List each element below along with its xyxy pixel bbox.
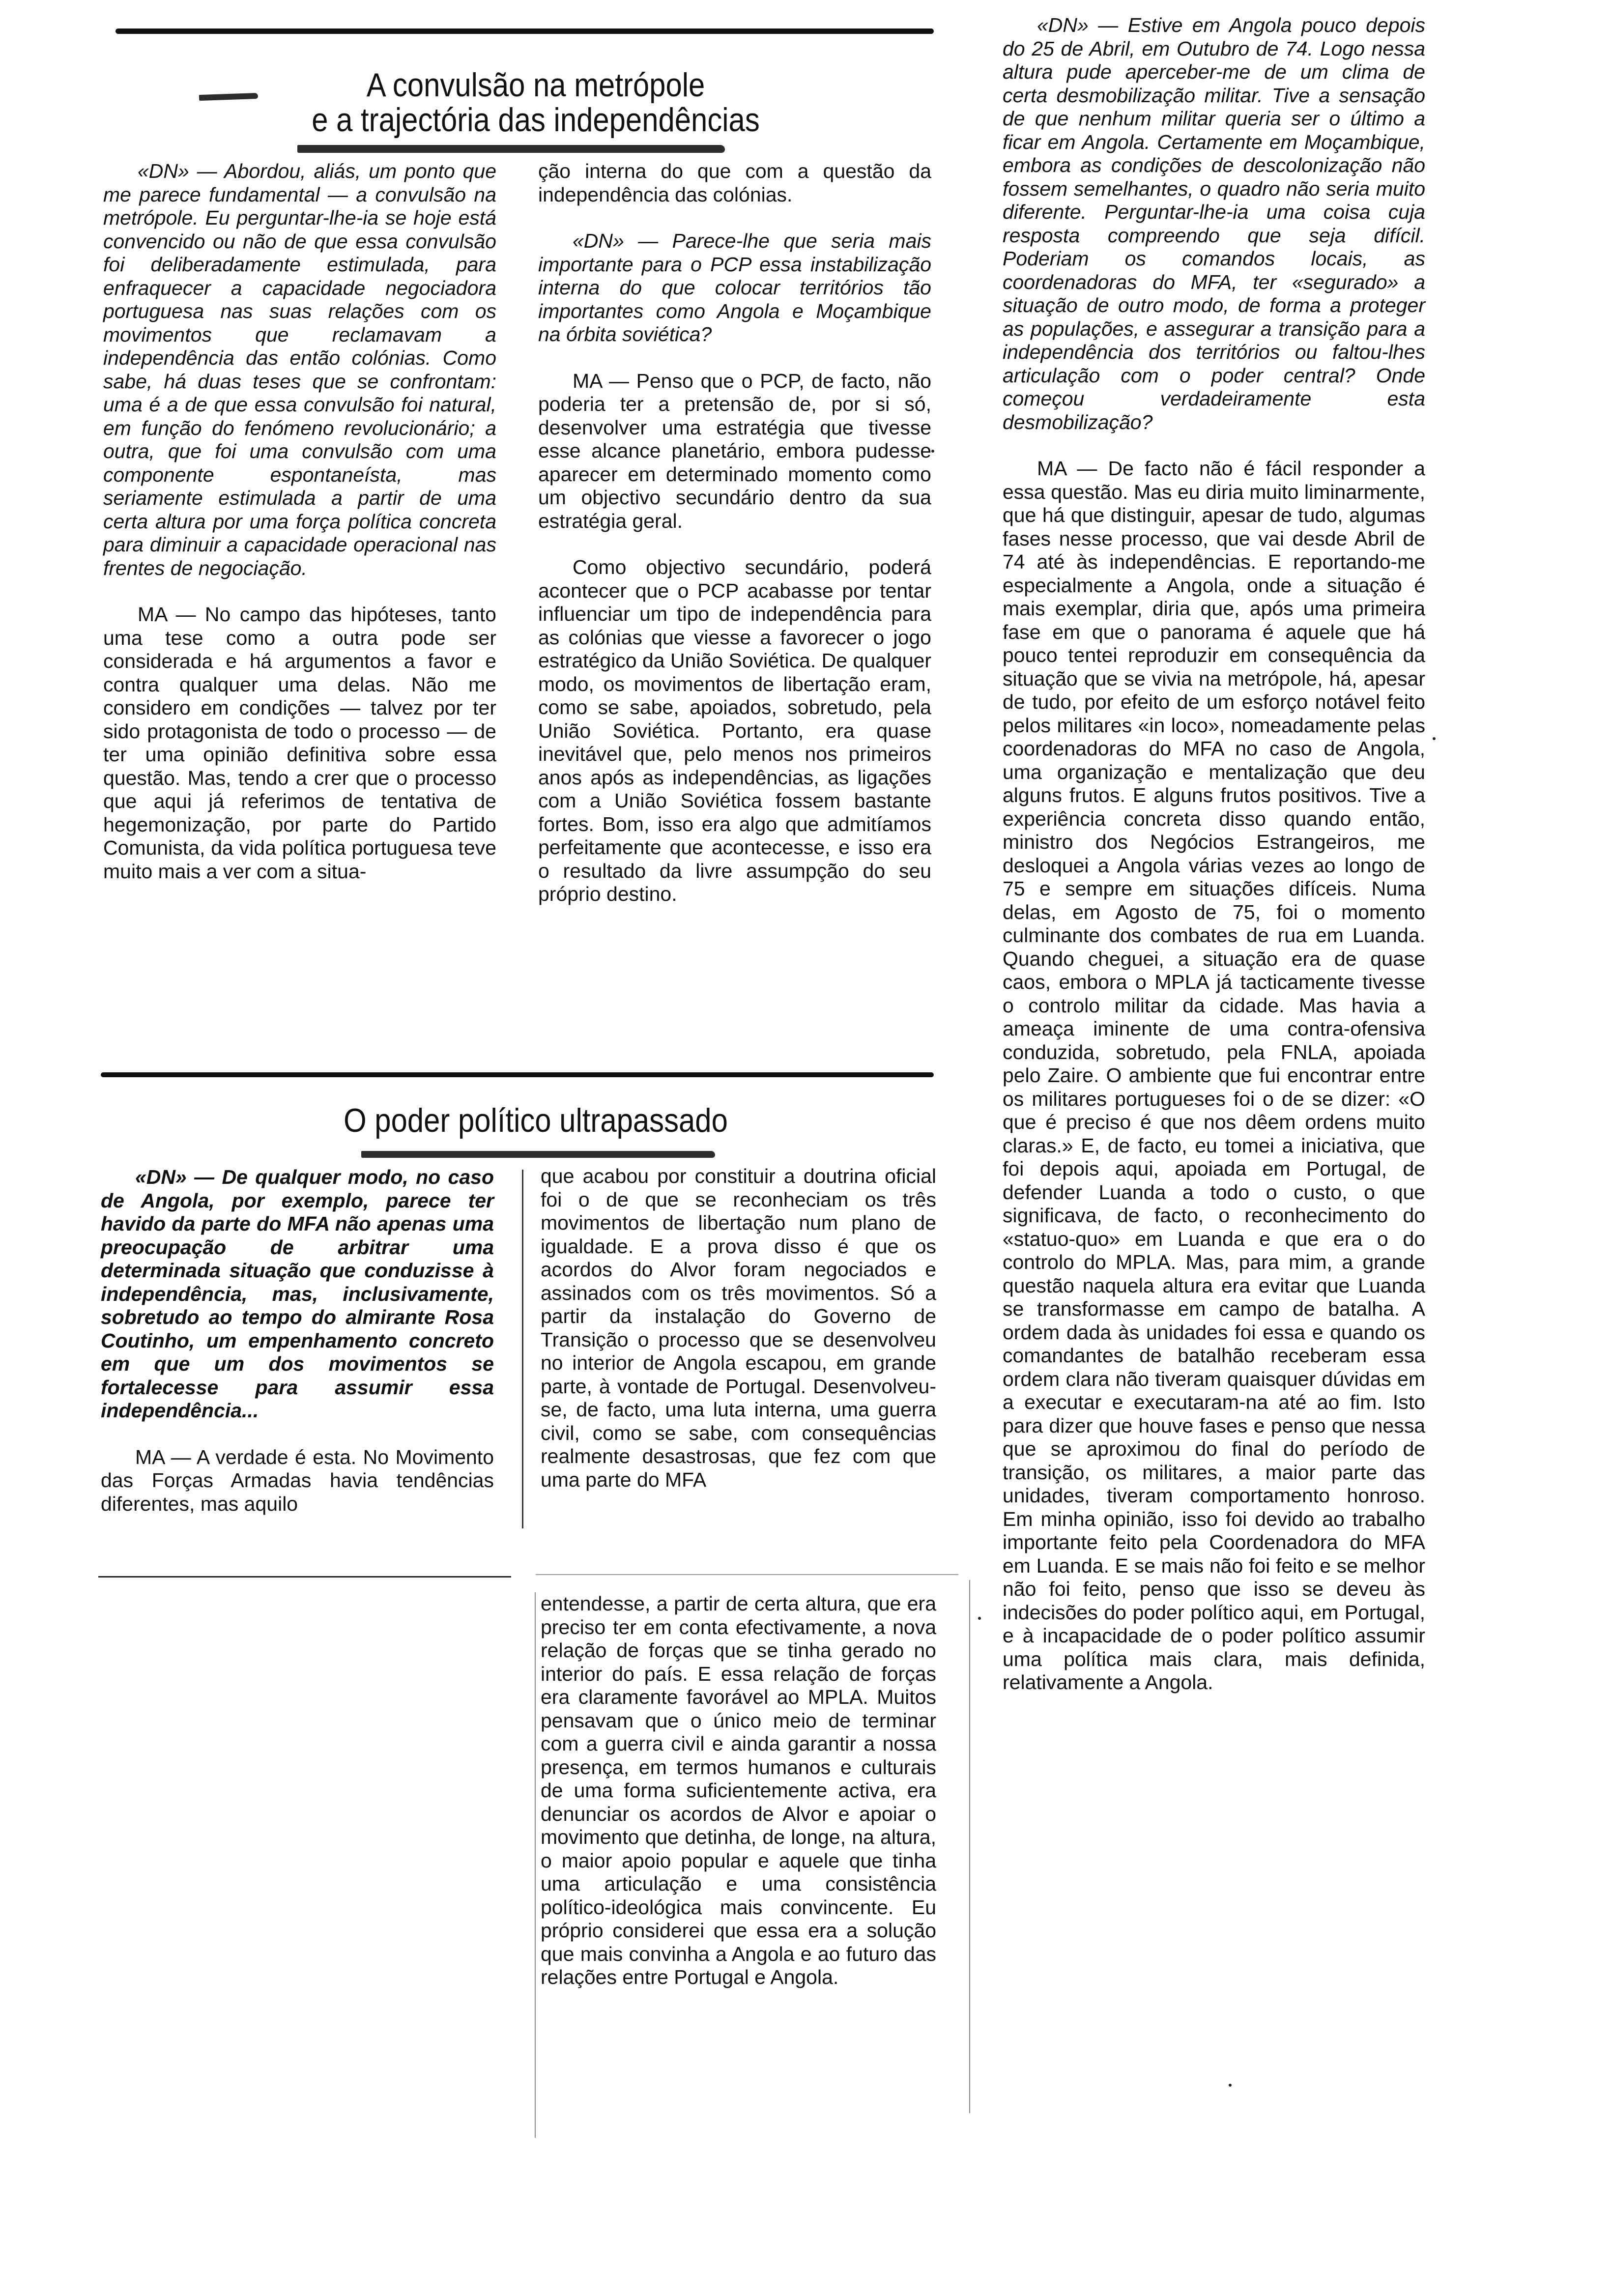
section1-headline-line1: A convulsão na metrópole [366,66,705,104]
section2-headline [246,1103,825,1138]
headline-underline-stroke [361,1151,715,1158]
section2-headline-text: O poder político ultrapassado [344,1102,728,1139]
section2-column-2-bottom [541,1592,936,1989]
section2-rule [101,1072,934,1077]
scan-speck [1433,737,1436,740]
section2-column-1 [101,1166,494,1516]
answer-paragraph: MA — Penso que o PCP, de facto, não poderia ter a pretensão de, por si só, desenvolver uma estratégia que tivesse esse alcance planetário, embora pudesse aparecer em determinado momento como um objectivo secundário dentro da sua estratégia geral. [538,369,931,532]
question-paragraph: «DN» — Parece-lhe que seria mais importante para o PCP essa instabilização interna do que colocar territórios tão importantes como Angola e Moçambique na órbita soviética? [538,230,931,345]
section1-headline-line2: e a trajectória das independências [312,101,760,139]
answer-paragraph: MA — De facto não é fácil responder a essa questão. Mas eu diria muito liminarmente, que há que distinguir, apesar de tudo, algumas fases nesse processo, que vai desde Abril de 74 até às independências. E reportando-me especialmente a Angola, onde a situação é mais exemplar, diria que, após uma primeira fase em que o panorama é aquele que há pouco tentei reproduzir em consequência da situação que se vivia na metrópole, há, apesar de tudo, por efeito de um esforço notável feito pelos militares «in loco», nomeadamente pelas coordenadoras do MFA no caso de Angola, uma organização e mentalização que deu alguns frutos. E alguns frutos positivos. Tive a experiência concreta disso quando então, ministro dos Negócios Estrangeiros, me desloquei a Angola várias vezes ao longo de 75 e sempre em situações difíceis. Numa delas, em Agosto de 75, foi o momento culminante dos combates de rua em Luanda. Quando cheguei, a situação era de quase caos, embora o MPLA já tacticamente tivesse o controlo militar da cidade. Mas havia a ameaça iminente de uma contra-ofensiva conduzida, sobretudo, pela FNLA, apoiada pelo Zaire. O ambiente que fui encontrar entre os militares portugueses foi o de se dizer: «O que é preciso é que nos dêem ordens muito claras.» E, de facto, eu tomei a iniciativa, que foi depois aqui, apoiada em Portugal, de defender Luanda a todo o custo, o que significava, de facto, o reconhecimento do «statuo-quo» em Luanda e que era o do controlo do MPLA. Mas, para mim, a grande questão naquela altura era evitar que Luanda se transformasse em campo de batalha. A ordem dada às unidades foi essa e quando os comandantes de batalhão receberam essa ordem clara não tiveram quaisquer dúvidas em a executar e executaram-na até ao fim. Isto para dizer que houve fases e penso que nessa que se aproximou do final do período de transição, os militares, a maior parte das unidades, tiveram comportamento honroso. Em minha opinião, isso foi devido ao trabalho importante feito pela Coordenadora do MFA em Luanda. E se mais não foi feito e se melhor não foi feito, penso que isso se deveu às indecisões do poder político aqui, em Portugal, e à incapacidade de o poder político assumir uma política mais clara, mais definida, relativamente a Angola. [1003,457,1425,1693]
scan-speck [1229,2084,1232,2087]
continuation-paragraph: ção interna do que com a questão da independência das colónias. [538,160,931,206]
continuation-paragraph: entendesse, a partir de certa altura, que era preciso ter em conta efectivamente, a nova relação de forças que se tinha gerado no interior do país. E essa relação de forças era claramente favorável ao MPLA. Muitos pensavam que o único meio de terminar com a guerra civil e ainda garantir a nossa presença, em termos humanos e culturais de uma forma suficientemente activa, era denunciar os acordos de Alvor e apoiar o movimento que detinha, de longe, na altura, o maior apoio popular e aquele que tinha uma articulação e uma consistência político-ideológica mais convincente. Eu próprio considerei que essa era a solução que mais convinha a Angola e ao futuro das relações entre Portugal e Angola. [541,1592,936,1988]
column-divider [522,1170,523,1528]
section2-column-2-top [541,1165,936,1492]
column-divider [535,1592,536,2138]
question-paragraph: «DN» — Estive em Angola pouco depois do 25 de Abril, em Outubro de 74. Logo nessa altura pude aperceber-me de um clima de certa desmobilização militar. Tive a sensação de que nenhum militar queria ser o último a ficar em Angola. Certamente em Moçambique, embora as condições de descolonização não fossem semelhantes, o quadro não seria muito diferente. Perguntar-lhe-ia uma coisa cuja resposta compreendo que seja difícil. Poderiam os comandos locais, as coordenadoras do MFA, ter «segurado» a situação de outro modo, de forma a proteger as populações, e assegurar a transição para a independência dos territórios ou faltou-lhes articulação com o poder central? Onde começou verdadeiramente esta desmobilização? [1003,14,1425,433]
section1-column-1 [103,160,496,883]
answer-paragraph: MA — No campo das hipóteses, tanto uma tese como a outra pode ser considerada e há argumentos a favor e contra qualquer uma delas. Não me considero em condições — talvez por ter sido protagonista de todo o processo — de ter uma opinião definitiva sobre essa questão. Mas, tendo a crer que o processo que aqui já referimos de tentativa de hegemonização, por parte do Partido Comunista, da vida política portuguesa teve muito mais a ver com a situa- [103,603,496,883]
right-column [1003,14,1425,1694]
continuation-paragraph: que acabou por constituir a doutrina oficial foi o de que se reconheciam os três movimentos de libertação num plano de igualdade. E a prova disso é que os acordos do Alvor foram negociados e assinados com os três movimentos. Só a partir da instalação do Governo de Transição o processo que se desenvolveu no interior de Angola escapou, em grande parte, à vontade de Portugal. Desenvolveu-se, de facto, uma luta interna, uma guerra civil, como se sabe, com consequências realmente desastrosas, que fez com que uma parte do MFA [541,1165,936,1491]
top-rule [115,29,934,34]
question-paragraph: «DN» — Abordou, aliás, um ponto que me parece fundamental — a convulsão na metrópole. Eu perguntar-lhe-ia se hoje está convencido ou não de que essa convulsão foi deliberadamente estimulada, para enfraquecer a capacidade negociadora portuguesa nas suas relações com os movimentos que reclamavam a independência das então colónias. Como sabe, há duas teses que se confrontam: uma é a de que essa convulsão foi natural, em função do fenómeno revolucionário; a outra, que foi uma convulsão com uma componente espontaneísta, mas seriamente estimulada a partir de uma certa altura por uma força política concreta para diminuir a capacidade operacional nas frentes de negociação. [103,160,496,579]
scan-speck [978,1617,981,1620]
answer-paragraph: Como objectivo secundário, poderá acontecer que o PCP acabasse por tentar influenciar um tipo de independência para as colónias que viesse a favorecer o jogo estratégico da União Soviética. De qualquer modo, os movimentos de libertação eram, como se sabe, apoiados, sobretudo, pela União Soviética. Portanto, era quase inevitável que, pelo menos nos primeiros anos após as independências, as ligações com a União Soviética fossem bastante fortes. Bom, isso era algo que admitíamos perfeitamente que acontecesse, e isso era o resultado da livre assumpção do seu próprio destino. [538,556,931,905]
column-divider [969,1580,970,2113]
answer-paragraph: MA — A verdade é esta. No Movimento das Forças Armadas havia tendências diferentes, mas aquilo [101,1445,494,1515]
separator-line [98,1576,511,1578]
scan-speck [931,450,934,453]
headline-underline-stroke [297,145,725,153]
section1-headline [246,68,825,138]
section1-column-2 [538,160,931,906]
question-paragraph: «DN» — De qualquer modo, no caso de Angola, por exemplo, parece ter havido da parte do MFA não apenas uma preocupação de arbitrar uma determinada situação que conduzisse à independência, mas, inclusivamente, sobretudo ao tempo do almirante Rosa Coutinho, um empenhamento concreto em que um dos movimentos se fortalecesse para assumir essa independência... [101,1166,494,1422]
separator-line [536,1574,958,1575]
